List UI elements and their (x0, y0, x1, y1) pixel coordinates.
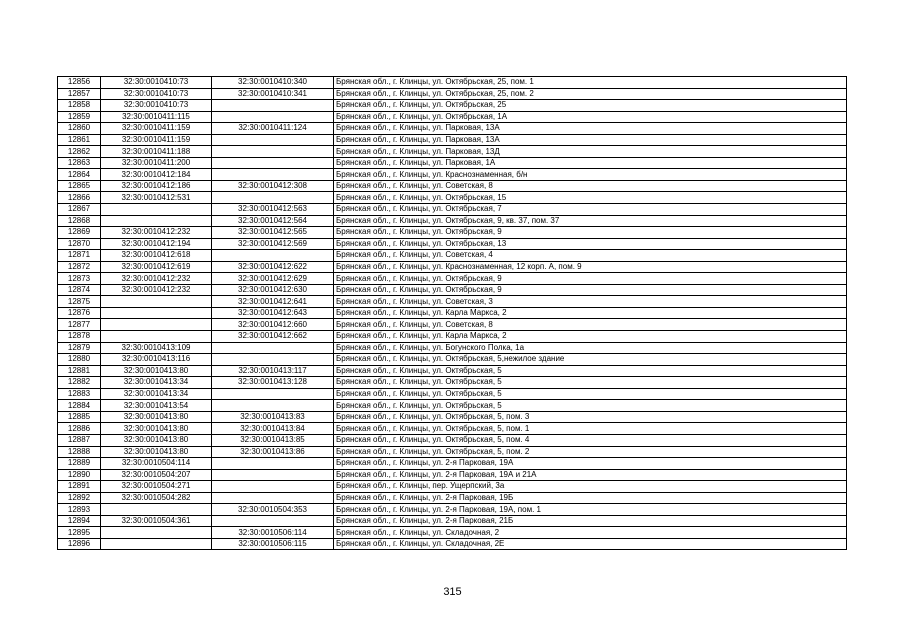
object-cadastral-number-cell: 32:30:0010413:117 (212, 365, 334, 377)
cadastral-number-cell: 32:30:0010412:194 (101, 238, 212, 250)
table-row (58, 388, 847, 400)
address-cell: Брянская обл., г. Клинцы, ул. Октябрьская, 5 (334, 377, 847, 389)
address-cell: Брянская обл., г. Клинцы, ул. Советская, 8 (334, 180, 847, 192)
object-cadastral-number-cell: 32:30:0010413:86 (212, 446, 334, 458)
row-number-cell: 12863 (58, 157, 101, 169)
row-number-cell: 12873 (58, 273, 101, 285)
row-number-cell: 12885 (58, 411, 101, 423)
address-cell: Брянская обл., г. Клинцы, ул. Октябрьская, 5 (334, 365, 847, 377)
cadastral-number-cell (101, 504, 212, 516)
address-cell: Брянская обл., г. Клинцы, ул. Октябрьская, 5 (334, 400, 847, 412)
table-row (58, 238, 847, 250)
table-row (58, 458, 847, 470)
cadastral-number-cell: 32:30:0010504:282 (101, 492, 212, 504)
object-cadastral-number-cell: 32:30:0010412:564 (212, 215, 334, 227)
address-cell: Брянская обл., г. Клинцы, ул. Октябрьская, 13 (334, 238, 847, 250)
table-row (58, 492, 847, 504)
table-row (58, 215, 847, 227)
table-row (58, 204, 847, 216)
address-cell: Брянская обл., г. Клинцы, ул. Октябрьская, 9 (334, 284, 847, 296)
address-cell: Брянская обл., г. Клинцы, ул. Советская, 3 (334, 296, 847, 308)
table-row (58, 77, 847, 89)
cadastral-number-cell (101, 331, 212, 343)
row-number-cell: 12877 (58, 319, 101, 331)
object-cadastral-number-cell: 32:30:0010412:660 (212, 319, 334, 331)
row-number-cell: 12864 (58, 169, 101, 181)
cadastral-number-cell: 32:30:0010413:116 (101, 354, 212, 366)
registry-table-body (58, 77, 847, 550)
address-cell: Брянская обл., г. Клинцы, ул. Октябрьская, 9, кв. 37, пом. 37 (334, 215, 847, 227)
object-cadastral-number-cell: 32:30:0010411:124 (212, 123, 334, 135)
object-cadastral-number-cell (212, 492, 334, 504)
row-number-cell: 12870 (58, 238, 101, 250)
table-row (58, 331, 847, 343)
table-row (58, 146, 847, 158)
object-cadastral-number-cell (212, 250, 334, 262)
cadastral-number-cell: 32:30:0010413:80 (101, 411, 212, 423)
cadastral-number-cell (101, 527, 212, 539)
cadastral-number-cell: 32:30:0010413:80 (101, 446, 212, 458)
table-row (58, 123, 847, 135)
address-cell: Брянская обл., г. Клинцы, ул. Октябрьская, 5, пом. 3 (334, 411, 847, 423)
row-number-cell: 12894 (58, 515, 101, 527)
cadastral-number-cell: 32:30:0010504:207 (101, 469, 212, 481)
cadastral-number-cell: 32:30:0010413:80 (101, 423, 212, 435)
cadastral-number-cell: 32:30:0010411:159 (101, 134, 212, 146)
address-cell: Брянская обл., г. Клинцы, ул. 2-я Парковая, 19А и 21А (334, 469, 847, 481)
object-cadastral-number-cell (212, 515, 334, 527)
object-cadastral-number-cell (212, 342, 334, 354)
cadastral-number-cell: 32:30:0010413:80 (101, 365, 212, 377)
address-cell: Брянская обл., г. Клинцы, ул. Октябрьская, 25, пом. 2 (334, 88, 847, 100)
row-number-cell: 12889 (58, 458, 101, 470)
cadastral-number-cell (101, 319, 212, 331)
object-cadastral-number-cell (212, 354, 334, 366)
address-cell: Брянская обл., г. Клинцы, ул. Октябрьская, 5, пом. 1 (334, 423, 847, 435)
row-number-cell: 12867 (58, 204, 101, 216)
address-cell: Брянская обл., г. Клинцы, ул. Октябрьская, 15 (334, 192, 847, 204)
object-cadastral-number-cell: 32:30:0010413:128 (212, 377, 334, 389)
table-row (58, 377, 847, 389)
row-number-cell: 12890 (58, 469, 101, 481)
object-cadastral-number-cell: 32:30:0010412:622 (212, 261, 334, 273)
address-cell: Брянская обл., г. Клинцы, ул. Октябрьская, 25 (334, 100, 847, 112)
object-cadastral-number-cell (212, 111, 334, 123)
object-cadastral-number-cell (212, 169, 334, 181)
cadastral-number-cell (101, 307, 212, 319)
object-cadastral-number-cell (212, 481, 334, 493)
address-cell: Брянская обл., г. Клинцы, ул. Краснознаменная, б/н (334, 169, 847, 181)
page-number: 315 (443, 586, 462, 598)
table-row (58, 192, 847, 204)
cadastral-number-cell: 32:30:0010504:361 (101, 515, 212, 527)
row-number-cell: 12892 (58, 492, 101, 504)
row-number-cell: 12883 (58, 388, 101, 400)
row-number-cell: 12876 (58, 307, 101, 319)
table-row (58, 319, 847, 331)
address-cell: Брянская обл., г. Клинцы, ул. Советская, 8 (334, 319, 847, 331)
cadastral-number-cell: 32:30:0010413:34 (101, 388, 212, 400)
cadastral-number-cell: 32:30:0010411:115 (101, 111, 212, 123)
cadastral-number-cell: 32:30:0010410:73 (101, 77, 212, 89)
object-cadastral-number-cell (212, 134, 334, 146)
address-cell: Брянская обл., г. Клинцы, ул. Советская, 4 (334, 250, 847, 262)
address-cell: Брянская обл., г. Клинцы, ул. Октябрьская, 5,нежилое здание (334, 354, 847, 366)
cadastral-number-cell (101, 296, 212, 308)
address-cell: Брянская обл., г. Клинцы, ул. Богунского Полка, 1а (334, 342, 847, 354)
row-number-cell: 12859 (58, 111, 101, 123)
address-cell: Брянская обл., г. Клинцы, ул. Октябрьская, 9 (334, 273, 847, 285)
row-number-cell: 12896 (58, 538, 101, 550)
object-cadastral-number-cell (212, 100, 334, 112)
cadastral-number-cell: 32:30:0010504:271 (101, 481, 212, 493)
address-cell: Брянская обл., г. Клинцы, ул. Парковая, 13А (334, 123, 847, 135)
table-row (58, 296, 847, 308)
row-number-cell: 12858 (58, 100, 101, 112)
table-row (58, 169, 847, 181)
row-number-cell: 12865 (58, 180, 101, 192)
row-number-cell: 12881 (58, 365, 101, 377)
row-number-cell: 12880 (58, 354, 101, 366)
row-number-cell: 12871 (58, 250, 101, 262)
object-cadastral-number-cell (212, 146, 334, 158)
address-cell: Брянская обл., г. Клинцы, ул. Парковая, 1А (334, 157, 847, 169)
table-row (58, 469, 847, 481)
address-cell: Брянская обл., г. Клинцы, ул. Складочная, 2Е (334, 538, 847, 550)
row-number-cell: 12879 (58, 342, 101, 354)
table-row (58, 481, 847, 493)
table-row (58, 423, 847, 435)
cadastral-number-cell: 32:30:0010412:184 (101, 169, 212, 181)
address-cell: Брянская обл., г. Клинцы, ул. 2-я Парковая, 19А (334, 458, 847, 470)
row-number-cell: 12893 (58, 504, 101, 516)
cadastral-number-cell: 32:30:0010412:531 (101, 192, 212, 204)
table-row (58, 411, 847, 423)
table-row (58, 134, 847, 146)
table-row (58, 111, 847, 123)
table-row (58, 284, 847, 296)
row-number-cell: 12875 (58, 296, 101, 308)
table-row (58, 538, 847, 550)
table-row (58, 400, 847, 412)
object-cadastral-number-cell: 32:30:0010413:84 (212, 423, 334, 435)
cadastral-number-cell: 32:30:0010411:188 (101, 146, 212, 158)
cadastral-number-cell: 32:30:0010413:109 (101, 342, 212, 354)
row-number-cell: 12891 (58, 481, 101, 493)
object-cadastral-number-cell: 32:30:0010412:630 (212, 284, 334, 296)
object-cadastral-number-cell: 32:30:0010412:563 (212, 204, 334, 216)
cadastral-number-cell: 32:30:0010411:200 (101, 157, 212, 169)
object-cadastral-number-cell: 32:30:0010412:641 (212, 296, 334, 308)
table-row (58, 273, 847, 285)
address-cell: Брянская обл., г. Клинцы, ул. Карла Маркса, 2 (334, 307, 847, 319)
object-cadastral-number-cell (212, 388, 334, 400)
table-row (58, 446, 847, 458)
address-cell: Брянская обл., г. Клинцы, ул. Парковая, 13А (334, 134, 847, 146)
cadastral-number-cell: 32:30:0010411:159 (101, 123, 212, 135)
cadastral-number-cell: 32:30:0010410:73 (101, 88, 212, 100)
row-number-cell: 12886 (58, 423, 101, 435)
table-row (58, 261, 847, 273)
table-row (58, 515, 847, 527)
table-row (58, 227, 847, 239)
object-cadastral-number-cell (212, 458, 334, 470)
row-number-cell: 12869 (58, 227, 101, 239)
address-cell: Брянская обл., г. Клинцы, ул. Октябрьская, 5 (334, 388, 847, 400)
object-cadastral-number-cell: 32:30:0010412:662 (212, 331, 334, 343)
row-number-cell: 12888 (58, 446, 101, 458)
cadastral-number-cell: 32:30:0010412:232 (101, 227, 212, 239)
object-cadastral-number-cell: 32:30:0010412:643 (212, 307, 334, 319)
row-number-cell: 12856 (58, 77, 101, 89)
table-row (58, 504, 847, 516)
object-cadastral-number-cell: 32:30:0010413:83 (212, 411, 334, 423)
address-cell: Брянская обл., г. Клинцы, ул. 2-я Парковая, 21Б (334, 515, 847, 527)
object-cadastral-number-cell: 32:30:0010412:569 (212, 238, 334, 250)
row-number-cell: 12882 (58, 377, 101, 389)
address-cell: Брянская обл., г. Клинцы, ул. Октябрьская, 1А (334, 111, 847, 123)
table-row (58, 354, 847, 366)
address-cell: Брянская обл., г. Клинцы, ул. 2-я Парковая, 19Б (334, 492, 847, 504)
table-row (58, 157, 847, 169)
cadastral-number-cell (101, 204, 212, 216)
table-row (58, 88, 847, 100)
object-cadastral-number-cell (212, 157, 334, 169)
row-number-cell: 12878 (58, 331, 101, 343)
address-cell: Брянская обл., г. Клинцы, ул. Парковая, 13Д (334, 146, 847, 158)
object-cadastral-number-cell: 32:30:0010413:85 (212, 434, 334, 446)
cadastral-number-cell: 32:30:0010410:73 (101, 100, 212, 112)
table-row (58, 342, 847, 354)
object-cadastral-number-cell: 32:30:0010506:115 (212, 538, 334, 550)
cadastral-number-cell: 32:30:0010412:232 (101, 273, 212, 285)
table-row (58, 365, 847, 377)
cadastral-number-cell (101, 538, 212, 550)
address-cell: Брянская обл., г. Клинцы, ул. Октябрьская, 5, пом. 2 (334, 446, 847, 458)
address-cell: Брянская обл., г. Клинцы, ул. Карла Маркса, 2 (334, 331, 847, 343)
row-number-cell: 12884 (58, 400, 101, 412)
object-cadastral-number-cell: 32:30:0010506:114 (212, 527, 334, 539)
cadastral-number-cell: 32:30:0010413:80 (101, 434, 212, 446)
row-number-cell: 12857 (58, 88, 101, 100)
row-number-cell: 12874 (58, 284, 101, 296)
row-number-cell: 12866 (58, 192, 101, 204)
cadastral-number-cell: 32:30:0010412:619 (101, 261, 212, 273)
object-cadastral-number-cell (212, 469, 334, 481)
address-cell: Брянская обл., г. Клинцы, ул. Октябрьская, 5, пом. 4 (334, 434, 847, 446)
cadastral-number-cell: 32:30:0010413:34 (101, 377, 212, 389)
table-row (58, 434, 847, 446)
table-row (58, 250, 847, 262)
object-cadastral-number-cell: 32:30:0010412:565 (212, 227, 334, 239)
object-cadastral-number-cell (212, 400, 334, 412)
object-cadastral-number-cell (212, 192, 334, 204)
row-number-cell: 12895 (58, 527, 101, 539)
row-number-cell: 12861 (58, 134, 101, 146)
row-number-cell: 12862 (58, 146, 101, 158)
table-row (58, 307, 847, 319)
row-number-cell: 12868 (58, 215, 101, 227)
address-cell: Брянская обл., г. Клинцы, ул. Краснознаменная, 12 корп. А, пом. 9 (334, 261, 847, 273)
row-number-cell: 12872 (58, 261, 101, 273)
table-row (58, 527, 847, 539)
object-cadastral-number-cell: 32:30:0010410:340 (212, 77, 334, 89)
object-cadastral-number-cell: 32:30:0010412:629 (212, 273, 334, 285)
cadastral-number-cell: 32:30:0010504:114 (101, 458, 212, 470)
cadastral-number-cell: 32:30:0010412:618 (101, 250, 212, 262)
table-row (58, 100, 847, 112)
address-cell: Брянская обл., г. Клинцы, ул. Октябрьская, 25, пом. 1 (334, 77, 847, 89)
address-cell: Брянская обл., г. Клинцы, ул. Октябрьская, 7 (334, 204, 847, 216)
address-cell: Брянская обл., г. Клинцы, ул. 2-я Парковая, 19А, пом. 1 (334, 504, 847, 516)
address-cell: Брянская обл., г. Клинцы, ул. Октябрьская, 9 (334, 227, 847, 239)
row-number-cell: 12860 (58, 123, 101, 135)
cadastral-number-cell: 32:30:0010412:232 (101, 284, 212, 296)
object-cadastral-number-cell: 32:30:0010410:341 (212, 88, 334, 100)
object-cadastral-number-cell: 32:30:0010504:353 (212, 504, 334, 516)
address-cell: Брянская обл., г. Клинцы, пер. Ущерпский, 3а (334, 481, 847, 493)
registry-table (57, 76, 847, 550)
cadastral-number-cell: 32:30:0010413:54 (101, 400, 212, 412)
address-cell: Брянская обл., г. Клинцы, ул. Складочная, 2 (334, 527, 847, 539)
table-row (58, 180, 847, 192)
cadastral-number-cell (101, 215, 212, 227)
row-number-cell: 12887 (58, 434, 101, 446)
object-cadastral-number-cell: 32:30:0010412:308 (212, 180, 334, 192)
cadastral-number-cell: 32:30:0010412:186 (101, 180, 212, 192)
